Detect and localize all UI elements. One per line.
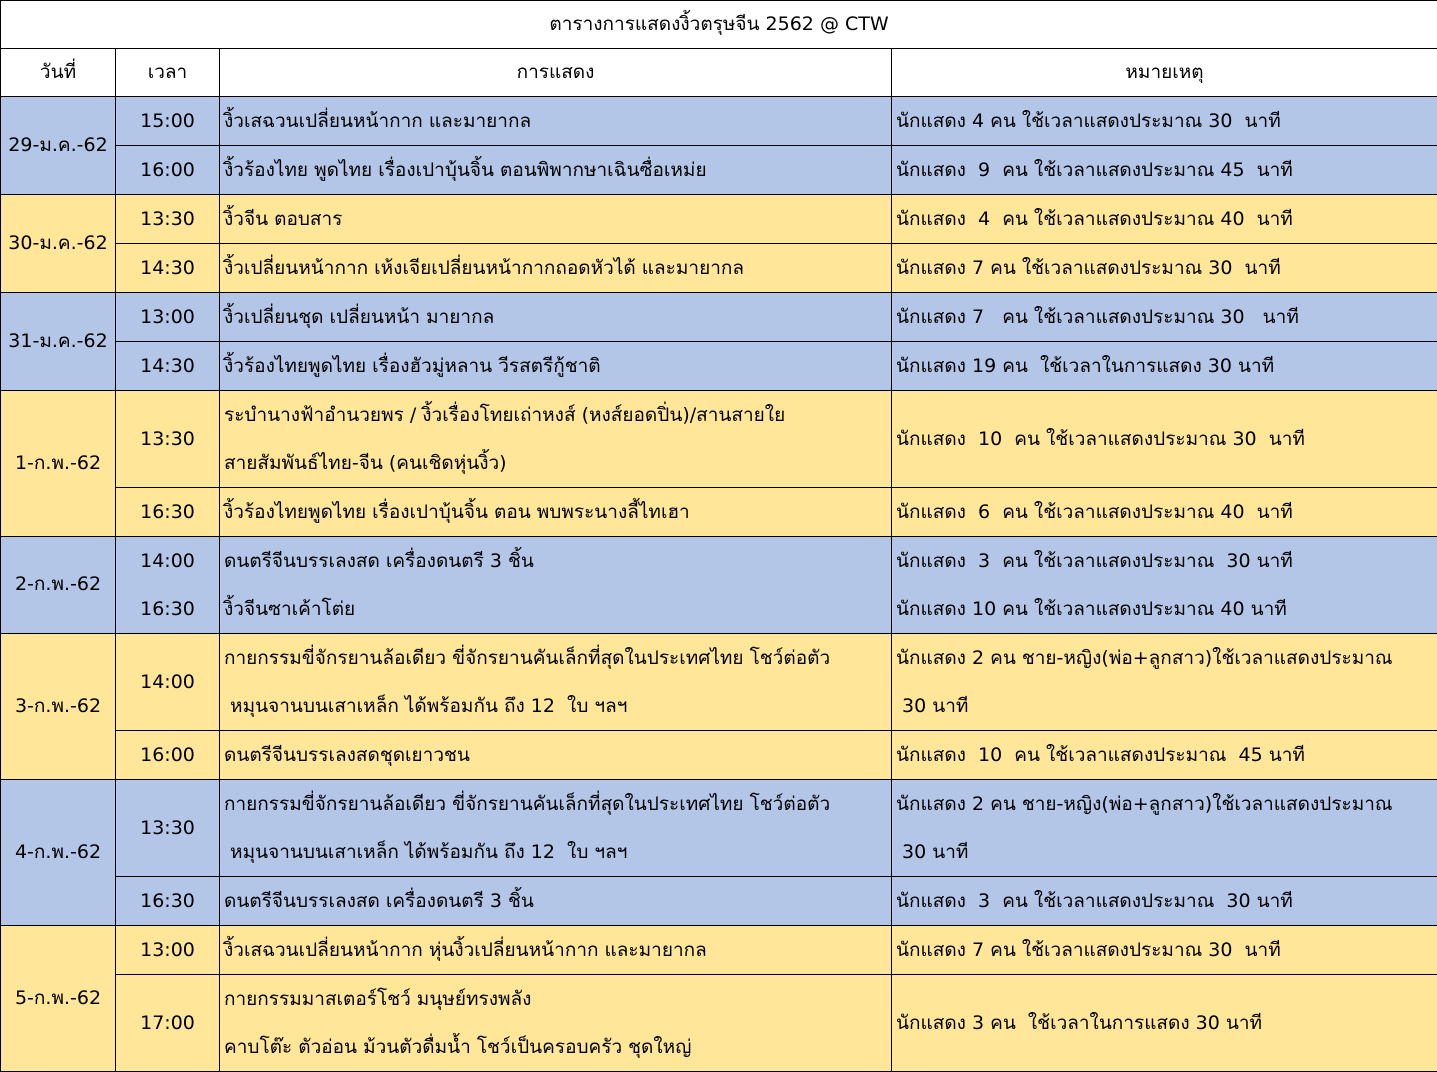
show-line: งิ้วร้องไทย พูดไทย เรื่องเปาบุ้นจิ้น ตอนพิพากษาเฉินซื่อเหม่ย xyxy=(224,146,891,194)
show-cell xyxy=(220,537,892,634)
table-row xyxy=(1,780,1437,877)
show-cell xyxy=(220,244,892,293)
note-line: นักแสดง 9 คน ใช้เวลาแสดงประมาณ 45 นาที xyxy=(896,146,1437,194)
show-cell xyxy=(220,634,892,731)
show-line: งิ้วเสฉวนเปลี่ยนหน้ากาก หุ่นงิ้วเปลี่ยนหน้ากาก และมายากล xyxy=(224,926,891,974)
date-cell: 29-ม.ค.-62 xyxy=(1,97,116,195)
note-cell xyxy=(892,731,1437,780)
header-note: หมายเหตุ xyxy=(892,49,1437,97)
show-cell xyxy=(220,195,892,244)
show-line: งิ้วเสฉวนเปลี่ยนหน้ากาก และมายากล xyxy=(224,97,891,145)
time-line: 13:00 xyxy=(116,926,219,974)
show-line: งิ้วเปลี่ยนชุด เปลี่ยนหน้า มายากล xyxy=(224,293,891,341)
time-line: 13:30 xyxy=(116,195,219,243)
note-line: นักแสดง 3 คน ใช้เวลาในการแสดง 30 นาที xyxy=(896,999,1437,1047)
time-cell xyxy=(116,293,220,342)
header-row xyxy=(1,49,1437,97)
time-line: 14:30 xyxy=(116,342,219,390)
time-line: 16:00 xyxy=(116,731,219,779)
time-line: 14:00 xyxy=(116,658,219,706)
note-line: นักแสดง 3 คน ใช้เวลาแสดงประมาณ 30 นาที xyxy=(896,537,1437,585)
note-line: นักแสดง 10 คน ใช้เวลาแสดงประมาณ 30 นาที xyxy=(896,415,1437,463)
show-line: สายสัมพันธ์ไทย-จีน (คนเชิดหุ่นงิ้ว) xyxy=(224,439,891,487)
show-cell xyxy=(220,877,892,926)
date-cell: 30-ม.ค.-62 xyxy=(1,195,116,293)
time-cell xyxy=(116,780,220,877)
show-line: งิ้วจีน ตอบสาร xyxy=(224,195,891,243)
time-cell xyxy=(116,146,220,195)
note-line: นักแสดง 10 คน ใช้เวลาแสดงประมาณ 45 นาที xyxy=(896,731,1437,779)
show-line: กายกรรมมาสเตอร์โชว์ มนุษย์ทรงพลัง xyxy=(224,975,891,1023)
show-cell xyxy=(220,488,892,537)
time-cell xyxy=(116,97,220,146)
note-line: นักแสดง 7 คน ใช้เวลาแสดงประมาณ 30 นาที xyxy=(896,293,1437,341)
time-line: 16:30 xyxy=(116,877,219,925)
show-line: คาบโต๊ะ ตัวอ่อน ม้วนตัวดื่มน้ำ โชว์เป็นครอบครัว ชุดใหญ่ xyxy=(224,1023,891,1071)
date-cell: 5-ก.พ.-62 xyxy=(1,926,116,1072)
show-line: งิ้วร้องไทยพูดไทย เรื่องเปาบุ้นจิ้น ตอน พบพระนางลี้ไทเฮา xyxy=(224,488,891,536)
note-cell xyxy=(892,293,1437,342)
table-row xyxy=(1,342,1437,391)
show-cell xyxy=(220,97,892,146)
time-line: 16:30 xyxy=(116,585,219,633)
note-cell xyxy=(892,780,1437,877)
show-line: งิ้วจีนซาเค้าโต่ย xyxy=(224,585,891,633)
note-line: นักแสดง 6 คน ใช้เวลาแสดงประมาณ 40 นาที xyxy=(896,488,1437,536)
time-cell xyxy=(116,342,220,391)
show-line: ดนตรีจีนบรรเลงสดชุดเยาวชน xyxy=(224,731,891,779)
note-cell xyxy=(892,634,1437,731)
note-cell xyxy=(892,877,1437,926)
time-line: 13:00 xyxy=(116,293,219,341)
table-row xyxy=(1,97,1437,146)
show-cell xyxy=(220,731,892,780)
header-time: เวลา xyxy=(116,49,220,97)
note-cell xyxy=(892,342,1437,391)
note-line: นักแสดง 7 คน ใช้เวลาแสดงประมาณ 30 นาที xyxy=(896,926,1437,974)
table-row xyxy=(1,731,1437,780)
table-row xyxy=(1,146,1437,195)
note-cell xyxy=(892,146,1437,195)
note-line: นักแสดง 3 คน ใช้เวลาแสดงประมาณ 30 นาที xyxy=(896,877,1437,925)
table-row xyxy=(1,537,1437,634)
note-line: นักแสดง 2 คน ชาย-หญิง(พ่อ+ลูกสาว)ใช้เวลาแสดงประมาณ xyxy=(896,634,1437,682)
header-show: การแสดง xyxy=(220,49,892,97)
show-line: หมุนจานบนเสาเหล็ก ได้พร้อมกัน ถึง 12 ใบ ฯลฯ xyxy=(224,828,891,876)
time-cell xyxy=(116,195,220,244)
show-line: กายกรรมขี่จักรยานล้อเดียว ขี่จักรยานคันเล็กที่สุดในประเทศไทย โชว์ต่อตัว xyxy=(224,634,891,682)
schedule-body xyxy=(1,97,1437,1072)
note-line: นักแสดง 19 คน ใช้เวลาในการแสดง 30 นาที xyxy=(896,342,1437,390)
show-cell xyxy=(220,342,892,391)
note-line: นักแสดง 7 คน ใช้เวลาแสดงประมาณ 30 นาที xyxy=(896,244,1437,292)
note-cell xyxy=(892,391,1437,488)
note-line: นักแสดง 2 คน ชาย-หญิง(พ่อ+ลูกสาว)ใช้เวลาแสดงประมาณ xyxy=(896,780,1437,828)
note-line: นักแสดง 4 คน ใช้เวลาแสดงประมาณ 30 นาที xyxy=(896,97,1437,145)
time-cell xyxy=(116,537,220,634)
table-row xyxy=(1,877,1437,926)
note-cell xyxy=(892,97,1437,146)
table-row xyxy=(1,391,1437,488)
time-line: 14:30 xyxy=(116,244,219,292)
time-cell xyxy=(116,877,220,926)
note-line: นักแสดง 4 คน ใช้เวลาแสดงประมาณ 40 นาที xyxy=(896,195,1437,243)
note-cell xyxy=(892,195,1437,244)
show-cell xyxy=(220,391,892,488)
note-line: 30 นาที xyxy=(896,682,1437,730)
show-line: กายกรรมขี่จักรยานล้อเดียว ขี่จักรยานคันเล็กที่สุดในประเทศไทย โชว์ต่อตัว xyxy=(224,780,891,828)
table-row xyxy=(1,634,1437,731)
table-row xyxy=(1,926,1437,975)
table-row xyxy=(1,293,1437,342)
date-cell: 4-ก.พ.-62 xyxy=(1,780,116,926)
table-title: ตารางการแสดงงิ้วตรุษจีน 2562 @ CTW xyxy=(1,1,1437,49)
show-line: งิ้วร้องไทยพูดไทย เรื่องฮัวมู่หลาน วีรสตรีกู้ชาติ xyxy=(224,342,891,390)
show-cell xyxy=(220,926,892,975)
time-cell xyxy=(116,391,220,488)
show-cell xyxy=(220,293,892,342)
table-row xyxy=(1,195,1437,244)
table-row xyxy=(1,488,1437,537)
date-cell: 1-ก.พ.-62 xyxy=(1,391,116,537)
header-date: วันที่ xyxy=(1,49,116,97)
note-line: 30 นาที xyxy=(896,828,1437,876)
time-line: 16:30 xyxy=(116,488,219,536)
show-line: หมุนจานบนเสาเหล็ก ได้พร้อมกัน ถึง 12 ใบ ฯลฯ xyxy=(224,682,891,730)
note-cell xyxy=(892,244,1437,293)
date-cell: 31-ม.ค.-62 xyxy=(1,293,116,391)
time-cell xyxy=(116,634,220,731)
show-line: ดนตรีจีนบรรเลงสด เครื่องดนตรี 3 ชิ้น xyxy=(224,537,891,585)
show-line: ดนตรีจีนบรรเลงสด เครื่องดนตรี 3 ชิ้น xyxy=(224,877,891,925)
note-cell xyxy=(892,537,1437,634)
note-cell xyxy=(892,926,1437,975)
time-line: 14:00 xyxy=(116,537,219,585)
time-cell xyxy=(116,731,220,780)
show-line: งิ้วเปลี่ยนหน้ากาก เห้งเจียเปลี่ยนหน้ากากถอดหัวได้ และมายากล xyxy=(224,244,891,292)
show-cell xyxy=(220,146,892,195)
time-line: 17:00 xyxy=(116,999,219,1047)
time-cell xyxy=(116,244,220,293)
table-row xyxy=(1,244,1437,293)
time-line: 13:30 xyxy=(116,804,219,852)
time-line: 15:00 xyxy=(116,97,219,145)
date-cell: 2-ก.พ.-62 xyxy=(1,537,116,634)
time-line: 16:00 xyxy=(116,146,219,194)
time-cell xyxy=(116,488,220,537)
date-cell: 3-ก.พ.-62 xyxy=(1,634,116,780)
show-cell xyxy=(220,780,892,877)
show-line: ระบำนางฟ้าอำนวยพร / งิ้วเรื่องโทยเถ่าหงส์ (หงส์ยอดปิ่น)/สานสายใย xyxy=(224,391,891,439)
note-line: นักแสดง 10 คน ใช้เวลาแสดงประมาณ 40 นาที xyxy=(896,585,1437,633)
time-line: 13:30 xyxy=(116,415,219,463)
time-cell xyxy=(116,926,220,975)
note-cell xyxy=(892,488,1437,537)
